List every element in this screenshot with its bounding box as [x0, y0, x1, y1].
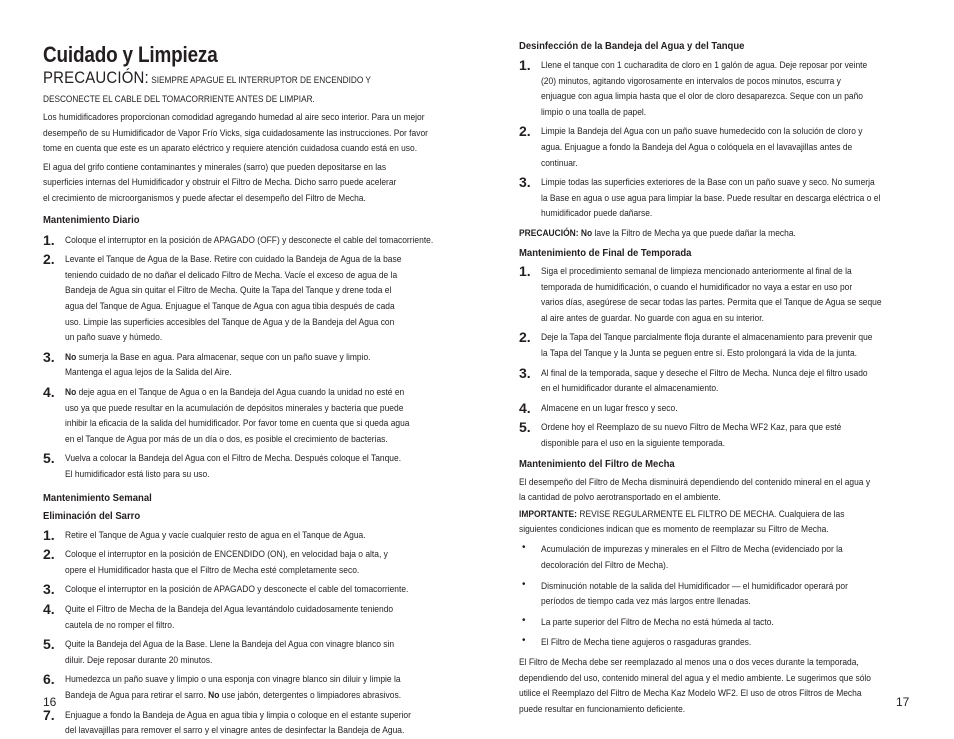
step-number: 2.	[519, 123, 531, 140]
step-number: 2.	[43, 251, 55, 268]
step-text	[65, 528, 435, 544]
step-line: al aire antes de guardar. No guarde con agua en su interior.	[541, 312, 764, 324]
caution-note	[519, 226, 906, 242]
intro-text: el crecimiento de microorganismos y puede afectar el desempeño del Filtro de Mecha.	[43, 193, 366, 204]
step-text	[65, 602, 435, 618]
step-line: enjuague con agua limpia hasta que el olor de cloro desaparezca. Seque con un paño	[541, 91, 863, 103]
step-text	[65, 708, 435, 724]
intro-text: El agua del grifo contiene contaminantes y minerales (sarro) que pueden depositarse en las	[43, 161, 387, 173]
important-line	[519, 507, 906, 523]
step-line: varios días, asegúrese de secar todas las partes. Permita que el Tanque de Agua se seque	[541, 297, 882, 309]
step-number: 7.	[43, 706, 55, 723]
step-text	[65, 467, 435, 483]
step-text	[541, 124, 911, 140]
step-text	[541, 156, 911, 172]
step-line: Retire el Tanque de Agua y vacíe cualquier resto de agua en el Tanque de Agua.	[65, 529, 366, 541]
step-line: continuar.	[541, 157, 578, 169]
step-text	[65, 451, 435, 467]
closing-text: puede resultar en funcionamiento deficiente.	[519, 703, 686, 715]
step-text	[65, 653, 435, 669]
intro-text: tome en cuenta que este es un aparato eléctrico y requiere atención cuidadosa cuando está en uso.	[43, 143, 418, 155]
caution-line1: SIEMPRE APAGUE EL INTERRUPTOR DE ENCENDIDO Y	[151, 74, 371, 85]
bullet-dot: •	[522, 578, 526, 590]
step-line: inhibir la eficacia de la salida del humidificador. Por favor tome en cuenta que si queda agua	[65, 418, 410, 430]
step-line: Siga el procedimiento semanal de limpieza mencionado anteriormente al final de la	[541, 266, 852, 277]
step-tail: use jabón, detergentes o limpiadores abrasivos.	[219, 690, 402, 701]
step-line: Deje la Tapa del Tanque parcialmente floja durante el almacenamiento para prevenir que	[541, 332, 873, 344]
step-text	[65, 315, 435, 331]
step-text	[65, 672, 435, 688]
step-line: Enjuague a fondo la Bandeja de Agua en agua tibia y limpia o coloque en el estante superior	[65, 709, 411, 721]
step-text	[541, 89, 911, 105]
step-line: diluir. Deje reposar durante 20 minutos.	[65, 654, 213, 666]
step-line: la Tapa del Tanque y la Junta se peguen entre sí. Esto prolongará la vida de la junta.	[541, 348, 858, 359]
step-text	[541, 366, 911, 382]
step-number: 4.	[519, 399, 531, 416]
step-line: humidificador puede dañarse.	[541, 208, 653, 220]
step-number: 2.	[519, 329, 531, 346]
caution-label: PRECAUCIÓN:	[43, 68, 149, 87]
step-line: Quite el Filtro de Mecha de la Bandeja del Agua levantándolo cuidadosamente teniendo	[65, 604, 394, 615]
step-text	[541, 330, 911, 346]
bold-no: No	[65, 351, 77, 363]
step-text	[541, 295, 911, 311]
step-line: Llene el tanque con 1 cucharadita de cloro en 1 galón de agua. Deje reposar por veinte	[541, 60, 868, 71]
closing-text: dependiendo del uso, contenido mineral del agua y el medio ambiente. Le sugerimos que sólo	[519, 672, 872, 684]
step-line: sumerja la Base en agua. Para almacenar, seque con un paño suave y limpio.	[76, 351, 371, 363]
step-line: agua del Tanque de Agua. Enjuague el Tanque de Agua con agua tibia después de cada	[65, 301, 395, 312]
step-text	[541, 420, 911, 436]
step-number: 5.	[43, 450, 55, 467]
step-line: Almacene en un lugar fresco y seco.	[541, 402, 678, 414]
step-text	[541, 58, 911, 74]
step-number: 3.	[43, 348, 55, 365]
step-text	[541, 280, 911, 296]
step-text	[65, 723, 435, 739]
bold-no: No	[65, 387, 77, 398]
step-line: en el humidificador durante el almacenamiento.	[541, 383, 719, 395]
step-number: 4.	[43, 601, 55, 617]
step-line: agua. Enjuague a fondo la Bandeja del Agua o colóquela en el lavavajillas antes de	[541, 142, 853, 153]
step-text	[541, 175, 911, 191]
step-text	[541, 140, 911, 156]
step-text	[541, 311, 911, 327]
bold-no: No	[208, 690, 220, 701]
step-text	[65, 563, 435, 579]
step-line: Limpie todas las superficies exteriores de la Base con un paño suave y seco. No sumerja	[541, 177, 875, 189]
step-line: Quite la Bandeja del Agua de la Base. Llene la Bandeja del Agua con vinagre blanco sin	[65, 639, 395, 651]
section-heading: Mantenimiento del Filtro de Mecha	[519, 458, 675, 470]
closing-text: El Filtro de Mecha debe ser reemplazado al menos una o dos veces durante la temporada,	[519, 657, 859, 668]
step-line: Mantenga el agua lejos de la Salida del Aire.	[65, 367, 232, 379]
step-line: deje agua en el Tanque de Agua o en la Bandeja del Agua cuando la unidad no esté en	[76, 387, 405, 398]
step-text	[541, 105, 911, 121]
section-heading: Mantenimiento de Final de Temporada	[519, 248, 692, 259]
step-line: un paño suave y húmedo.	[65, 332, 163, 344]
step-line: del lavavajillas para remover el sarro y el vinagre antes de desinfectar la Bandeja de Agua.	[65, 725, 405, 737]
section-heading: Mantenimiento Diario	[43, 214, 140, 226]
step-text	[65, 252, 435, 268]
step-text	[65, 365, 435, 381]
page-title: Cuidado y Limpieza	[43, 42, 218, 67]
step-line: Bandeja de Agua para retirar el sarro.	[65, 690, 209, 701]
step-number: 6.	[43, 671, 55, 688]
bullet-text: períodos de tiempo cada vez más largos entre llenadas.	[541, 596, 751, 608]
step-line: opere el Humidificador hasta que el Filtro de Mecha esté completamente seco.	[65, 564, 360, 576]
bullet-text: La parte superior del Filtro de Mecha no está húmeda al tacto.	[541, 616, 774, 628]
step-number: 2.	[43, 546, 55, 563]
step-text	[541, 381, 911, 397]
important-text: siguientes condiciones indican que es momento de reemplazar su Filtro de Mecha.	[519, 524, 829, 536]
step-number: 3.	[519, 364, 531, 381]
step-text	[65, 637, 435, 653]
step-number: 1.	[519, 263, 531, 279]
step-line: temporada de humidificación, o cuando el humidificador no vaya a estar en uso por	[541, 281, 853, 293]
step-line: Ordene hoy el Reemplazo de su nuevo Filtro de Mecha WF2 Kaz, para que esté	[541, 422, 842, 434]
step-text	[65, 618, 435, 634]
step-text	[65, 688, 435, 704]
step-line: Coloque el interruptor en la posición de APAGADO (OFF) y desconecte el cable del tomacorriente.	[65, 234, 434, 246]
bullet-dot: •	[522, 635, 526, 647]
step-text	[65, 416, 435, 432]
filter-intro: la cantidad de polvo aerotransportado en el ambiente.	[519, 492, 721, 504]
step-text	[65, 401, 435, 417]
closing-text: utilice el Reemplazo del Filtro de Mecha Kaz Modelo WF2. El uso de otros Filtros de Mecha	[519, 688, 862, 700]
step-text	[65, 330, 435, 346]
step-text	[65, 283, 435, 299]
step-line: cautela de no romper el filtro.	[65, 619, 175, 631]
step-text	[65, 582, 435, 598]
step-line: uso ya que puede resultar en la acumulación de depósitos minerales y bacteria que puede	[65, 402, 404, 414]
intro-text: Los humidificadores proporcionan comodidad agregando humedad al aire seco interior. Para un mejor	[43, 112, 425, 123]
step-number: 3.	[43, 581, 55, 598]
bullet-text: Disminución notable de la salida del Humidificador — el humidificador operará por	[541, 580, 848, 592]
step-line: (20) minutos, agitando vigorosamente en intervalos de pocos minutos, escurra y	[541, 75, 841, 87]
step-line: Limpie la Bandeja del Agua con un paño suave humedecido con la solución de cloro y	[541, 126, 863, 138]
filter-intro: El desempeño del Filtro de Mecha disminuirá dependiendo del contenido mineral en el agua y	[519, 476, 871, 488]
page-number-right: 17	[896, 695, 910, 709]
section-heading: Desinfección de la Bandeja del Agua y del Tanque	[519, 41, 745, 52]
step-text	[65, 299, 435, 315]
step-line: Coloque el interruptor en la posición de ENCENDIDO (ON), en velocidad baja o alta, y	[65, 549, 388, 561]
bullet-dot: •	[522, 614, 526, 626]
caution-bold: PRECAUCIÓN: No	[519, 228, 593, 239]
step-line: Bandeja de Agua sin quitar el Filtro de Mecha. Quite la Tapa del Tanque y drene toda el	[65, 285, 392, 297]
step-number: 4.	[43, 384, 55, 400]
step-line: Levante el Tanque de Agua de la Base. Retire con cuidado la Bandeja de Agua de la base	[65, 254, 402, 266]
step-text	[65, 268, 435, 284]
step-line: El humidificador está listo para su uso.	[65, 469, 210, 480]
step-line: Vuelva a colocar la Bandeja del Agua con el Filtro de Mecha. Después coloque el Tanque.	[65, 453, 402, 465]
step-line: Coloque el interruptor en la posición de APAGADO y desconecte el cable del tomacorriente.	[65, 584, 409, 596]
important-text: REVISE REGULARMENTE EL FILTRO DE MECHA. Cualquiera de las	[576, 508, 845, 520]
bullet-text: decoloración del Filtro de Mecha).	[541, 560, 669, 571]
step-line: uso. Limpie las superficies accesibles del Tanque de Agua y de la Bandeja del Agua con	[65, 316, 395, 328]
step-number: 1.	[519, 57, 531, 73]
step-text	[65, 350, 435, 366]
step-line: la Base en agua o use agua para limpiar la base. Puede resultar en descarga eléctrica o el	[541, 192, 881, 204]
step-number: 1.	[43, 231, 55, 248]
step-text	[541, 191, 911, 207]
step-text	[541, 346, 911, 362]
step-text	[541, 264, 911, 280]
step-text	[65, 432, 435, 448]
caution-line2: DESCONECTE EL CABLE DEL TOMACORRIENTE ANTES DE LIMPIAR.	[43, 93, 315, 104]
step-line: en el Tanque de Agua por más de un día o dos, es posible el crecimiento de bacterias.	[65, 433, 388, 445]
important-bold: IMPORTANTE:	[519, 508, 577, 520]
step-number: 1.	[43, 526, 55, 543]
intro-text: desempeño de su Humidificador de Vapor Frío Vicks, siga cuidadosamente las instrucciones. Por favor	[43, 127, 428, 139]
step-number: 5.	[519, 419, 531, 436]
caution-block	[43, 70, 430, 89]
step-number: 5.	[43, 636, 55, 653]
step-text	[541, 436, 911, 452]
step-line: teniendo cuidado de no dañar el delicado Filtro de Mecha. Vacíe el exceso de agua de la	[65, 269, 398, 281]
caution-text: lave la Filtro de Mecha ya que puede dañar la mecha.	[592, 228, 796, 239]
step-number: 3.	[519, 174, 531, 191]
section-subheading: Eliminación del Sarro	[43, 510, 141, 522]
step-text	[541, 401, 911, 417]
step-line: limpio o una toalla de papel.	[541, 106, 647, 118]
step-line: Humedezca un paño suave y limpio o una esponja con vinagre blanco sin diluir y limpie la	[65, 674, 401, 686]
bullet-dot: •	[522, 542, 526, 554]
step-line: disponible para el uso en la siguiente temporada.	[541, 438, 725, 449]
page-number-left: 16	[43, 695, 57, 709]
step-text	[541, 206, 911, 222]
bullet-text: El Filtro de Mecha tiene agujeros o rasgaduras grandes.	[541, 637, 752, 649]
step-text	[65, 385, 435, 401]
step-text	[65, 233, 435, 249]
bullet-text: Acumulación de impurezas y minerales en el Filtro de Mecha (evidenciado por la	[541, 544, 843, 556]
step-text	[65, 547, 435, 563]
step-line: Al final de la temporada, saque y deseche el Filtro de Mecha. Nunca deje el filtro usado	[541, 367, 868, 379]
section-heading: Mantenimiento Semanal	[43, 492, 152, 504]
intro-text: superficies internas del Humidificador y obstruir el Filtro de Mecha. Dicho sarro puede acelerar	[43, 177, 397, 189]
step-text	[541, 74, 911, 90]
